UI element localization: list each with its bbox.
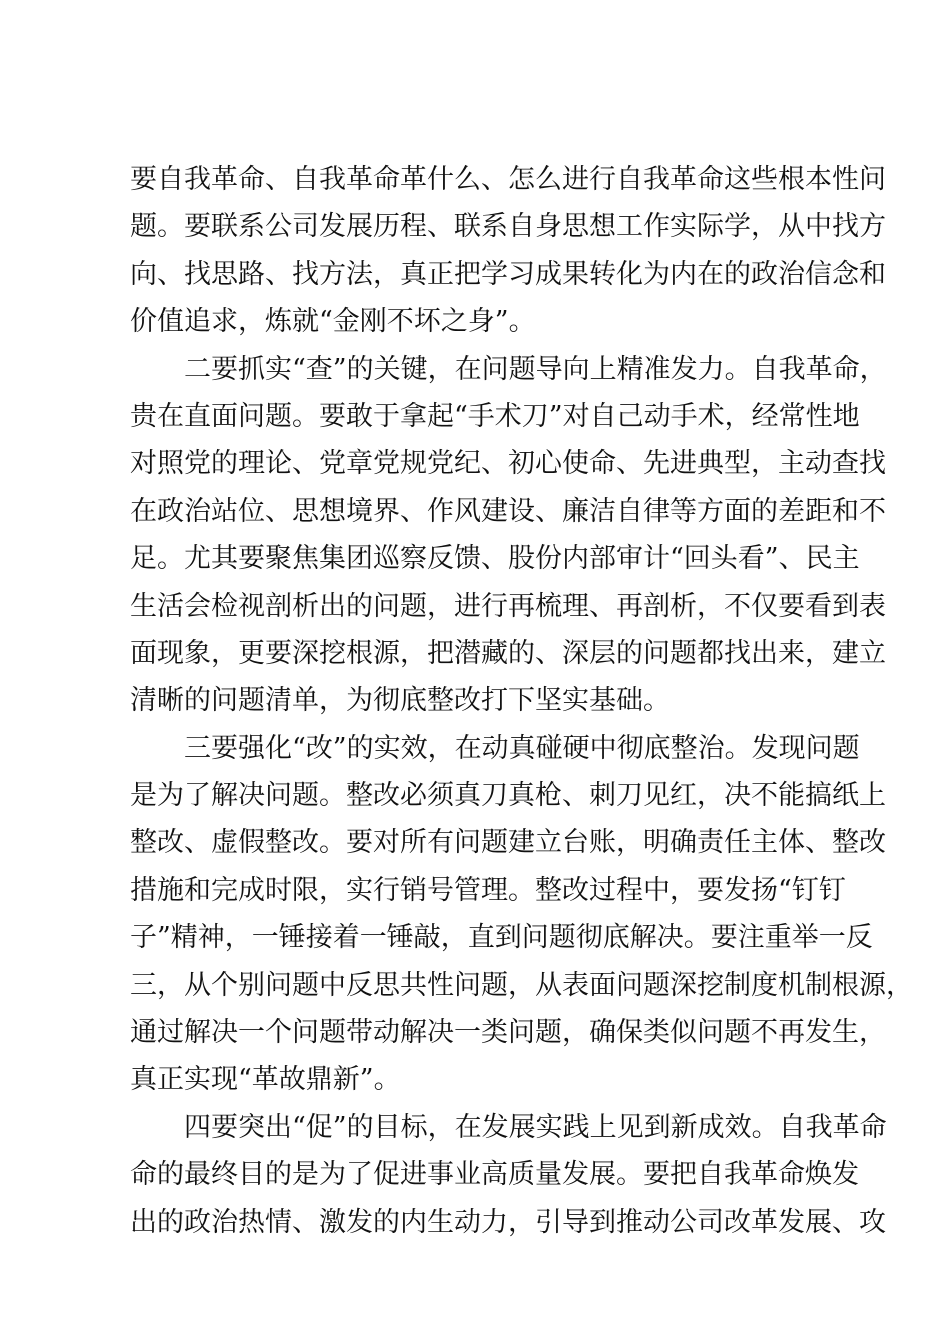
text-line: 对照党的理论、党章党规党纪、初心使命、先进典型，主动查找 (130, 448, 886, 480)
text-line: 在政治站位、思想境界、作风建设、廉洁自律等方面的差距和不 (130, 495, 886, 527)
text-line: 向、找思路、找方法，真正把学习成果转化为内在的政治信念和 (130, 258, 886, 290)
paragraph-start-line: 二要抓实“查”的关键，在问题导向上精准发力。自我革命， (184, 353, 887, 385)
body-text (130, 156, 913, 1246)
text-line: 真正实现“革故鼎新”。 (130, 1064, 401, 1096)
text-line: 面现象，更要深挖根源，把潜藏的、深层的问题都找出来，建立 (130, 637, 886, 669)
text-line: 要自我革命、自我革命革什么、怎么进行自我革命这些根本性问 (130, 164, 886, 195)
text-line: 贵在直面问题。要敢于拿起“手术刀”对自己动手术，经常性地 (130, 400, 860, 432)
text-line: 生活会检视剖析出的问题，进行再梳理、再剖析，不仅要看到表 (130, 590, 886, 622)
text-line: 出的政治热情、激发的内生动力，引导到推动公司改革发展、攻 (130, 1206, 886, 1238)
text-line: 三，从个别问题中反思共性问题，从表面问题深挖制度机制根源， (130, 969, 913, 1001)
text-line: 子”精神，一锤接着一锤敲，直到问题彻底解决。要注重举一反 (130, 922, 873, 954)
text-line: 通过解决一个问题带动解决一类问题，确保类似问题不再发生， (130, 1017, 886, 1049)
text-line: 整改、虚假整改。要对所有问题建立台账，明确责任主体、整改 (130, 827, 886, 859)
paragraph-start-line: 三要强化“改”的实效，在动真碰硬中彻底整治。发现问题 (184, 732, 860, 764)
text-line: 题。要联系公司发展历程、联系自身思想工作实际学，从中找方 (130, 211, 886, 243)
paragraph-start-line: 四要突出“促”的目标，在发展实践上见到新成效。自我革命 (184, 1111, 887, 1143)
text-line: 价值追求，炼就“金刚不坏之身”。 (130, 306, 536, 338)
text-line: 措施和完成时限，实行销号管理。整改过程中，要发扬“钉钉 (130, 874, 846, 906)
text-line: 命的最终目的是为了促进事业高质量发展。要把自我革命焕发 (130, 1159, 859, 1191)
text-line: 是为了解决问题。整改必须真刀真枪、刺刀见红，决不能搞纸上 (130, 780, 886, 812)
text-line: 足。尤其要聚焦集团巡察反馈、股份内部审计“回头看”、民主 (130, 543, 860, 575)
text-line: 清晰的问题清单，为彻底整改打下坚实基础。 (130, 685, 670, 717)
